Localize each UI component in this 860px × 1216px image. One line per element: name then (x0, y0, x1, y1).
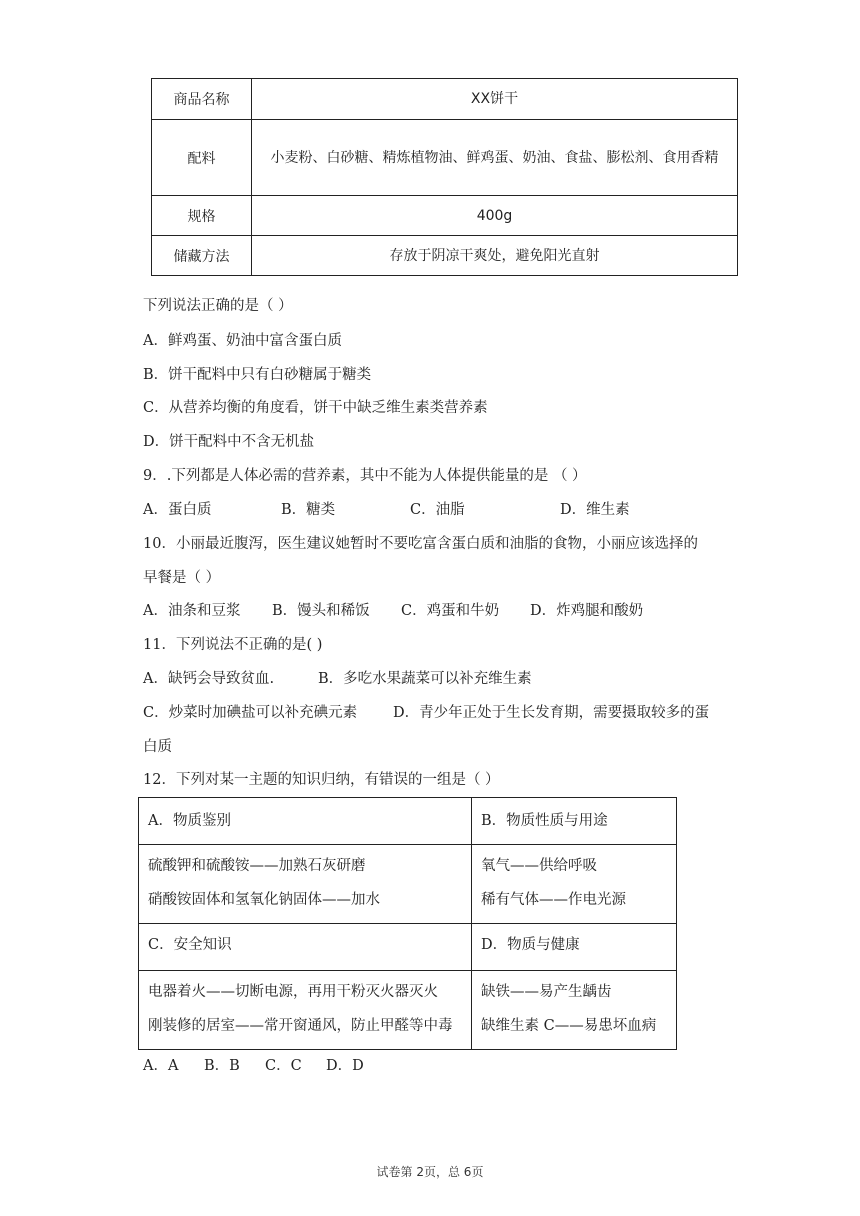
q11-stem: 11．下列说法不正确的是( ) (143, 637, 323, 653)
cell-c-head: C．安全知识 (148, 937, 232, 953)
product-row-name (152, 79, 737, 119)
product-row-storage (152, 235, 737, 276)
q11-option-c: C．炒菜时加碘盐可以补充碘元素 (143, 705, 358, 721)
q8-option-d: D．饼干配料中不含无机盐 (143, 434, 315, 450)
product-row-spec (152, 195, 737, 236)
cell-b-head: B．物质性质与用途 (481, 813, 608, 829)
product-label: 配料 (152, 120, 252, 196)
q11-option-d-continued: 白质 (143, 739, 172, 755)
cell-b-line1: 氧气——供给呼吸 (481, 858, 597, 874)
q8-option-a: A．鲜鸡蛋、奶油中富含蛋白质 (143, 333, 342, 349)
q12-option-c: C．C (265, 1058, 302, 1074)
product-label: 商品名称 (152, 79, 252, 119)
q8-option-c: C．从营养均衡的角度看，饼干中缺乏维生素类营养素 (143, 400, 488, 416)
q9-option-c: C．油脂 (410, 502, 465, 518)
product-value: 400g (476, 208, 513, 224)
cell-d-head: D．物质与健康 (481, 937, 580, 953)
q10-option-c: C．鸡蛋和牛奶 (401, 603, 500, 619)
product-label: 储藏方法 (152, 236, 252, 276)
q11-option-b: B．多吃水果蔬菜可以补充维生素 (318, 671, 532, 687)
cell-d-line1: 缺铁——易产生龋齿 (481, 984, 612, 1000)
q12-option-a: A．A (143, 1058, 179, 1074)
q11-option-a: A．缺钙会导致贫血. (143, 671, 275, 687)
product-value: 小麦粉、白砂糖、精炼植物油、鲜鸡蛋、奶油、食盐、膨松剂、食用香精 (270, 150, 719, 166)
q11-option-d: D．青少年正处于生长发育期，需要摄取较多的蛋 (393, 705, 710, 721)
q9-stem: 9．.下列都是人体必需的营养素，其中不能为人体提供能量的是 （ ） (143, 468, 587, 484)
cell-d-line2: 缺维生素 C——易患坏血病 (481, 1018, 657, 1034)
cell-c-line1: 电器着火——切断电源，再用干粉灭火器灭火 (148, 984, 438, 1000)
product-label: 规格 (152, 196, 252, 236)
cell-a-line1: 硫酸钾和硫酸铵——加熟石灰研磨 (148, 858, 366, 874)
table-divider (139, 844, 676, 845)
cell-c-line2: 刚装修的居室——常开窗通风，防止甲醛等中毒 (148, 1018, 453, 1034)
q10-option-a: A．油条和豆浆 (143, 603, 241, 619)
q9-option-d: D．维生素 (560, 502, 630, 518)
q10-stem: 10．小丽最近腹泻，医生建议她暂时不要吃富含蛋白质和油脂的食物，小丽应该选择的 (143, 536, 698, 552)
product-value: XX饼干 (470, 91, 519, 107)
table-divider (139, 923, 676, 924)
q8-stem: 下列说法正确的是（ ） (143, 298, 293, 314)
q12-option-b: B．B (204, 1058, 240, 1074)
q10-option-b: B．馒头和稀饭 (272, 603, 370, 619)
q10-stem-continued: 早餐是（ ） (143, 570, 221, 586)
knowledge-table (138, 797, 677, 1050)
table-divider (139, 970, 676, 971)
product-row-ingredients (152, 119, 737, 196)
cell-a-head: A．物质鉴别 (148, 813, 231, 829)
cell-b-line2: 稀有气体——作电光源 (481, 892, 626, 908)
page-footer: 试卷第 2页，总 6页 (376, 1165, 484, 1179)
q10-option-d: D．炸鸡腿和酸奶 (530, 603, 644, 619)
cell-a-line2: 硝酸铵固体和氢氧化钠固体——加水 (148, 892, 380, 908)
q8-option-b: B．饼干配料中只有白砂糖属于糖类 (143, 367, 372, 383)
product-value: 存放于阴凉干爽处，避免阳光直射 (389, 248, 600, 264)
q12-stem: 12．下列对某一主题的知识归纳，有错误的一组是（ ） (143, 772, 500, 788)
q9-option-a: A．蛋白质 (143, 502, 212, 518)
q12-option-d: D．D (326, 1058, 364, 1074)
q9-option-b: B．糖类 (281, 502, 336, 518)
product-info-table (151, 78, 738, 276)
